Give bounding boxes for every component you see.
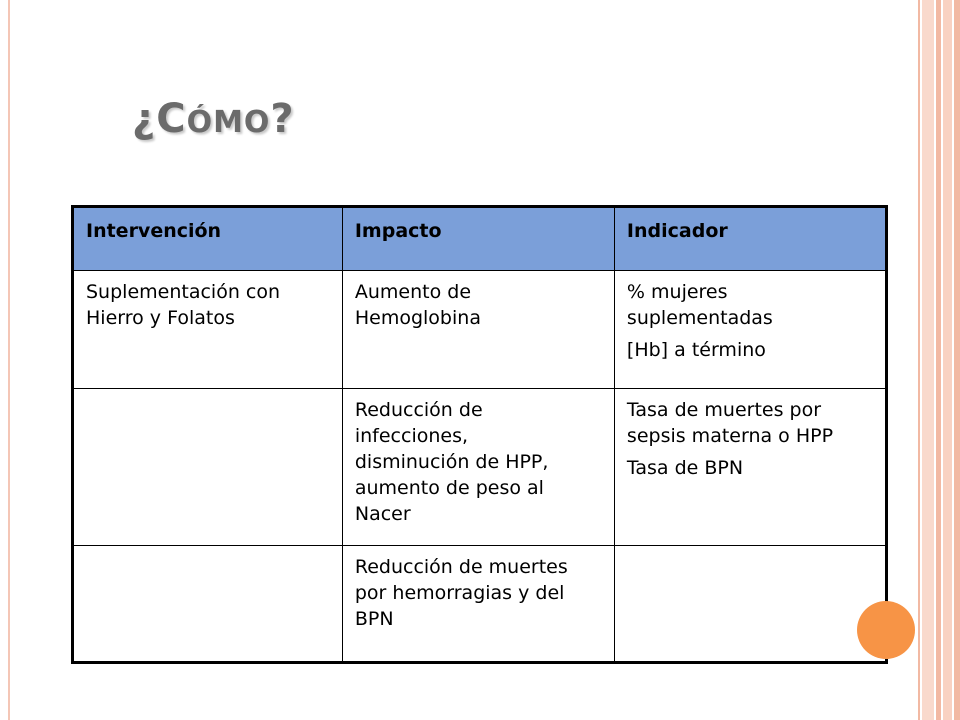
- cell-text: Reducción de muertes: [354, 556, 568, 578]
- left-border-rule: [8, 0, 10, 720]
- cell-text: por hemorragias y del: [354, 582, 565, 604]
- cell-indicador: [614, 389, 886, 546]
- right-decorative-stripes: [918, 0, 960, 720]
- orange-circle-decoration: [857, 601, 915, 659]
- table-row: [73, 546, 887, 663]
- header-indicador: Indicador: [614, 207, 886, 271]
- cell-text: disminución de HPP,: [354, 451, 549, 473]
- cell-text: BPN: [354, 608, 394, 630]
- title-suffix: ?: [270, 96, 295, 142]
- title-prefix: ¿C: [132, 96, 187, 142]
- header-impacto: Impacto: [342, 207, 614, 271]
- cell-impacto: [342, 389, 614, 546]
- cell-text: sepsis materna o HPP: [626, 425, 834, 447]
- cell-text: Tasa de BPN: [626, 457, 744, 479]
- cell-intervencion: [73, 546, 343, 663]
- cell-indicador: [614, 271, 886, 389]
- header-intervencion: Intervención: [73, 207, 343, 271]
- cell-text: [Hb] a término: [626, 339, 766, 361]
- cell-text: Hemoglobina: [354, 307, 481, 329]
- cell-text: aumento de peso al: [354, 477, 544, 499]
- cell-impacto: [342, 546, 614, 663]
- cell-indicador: [614, 546, 886, 663]
- title-rest: ÓMO: [186, 105, 271, 140]
- stripe: [954, 0, 960, 720]
- cell-text: infecciones,: [354, 425, 469, 447]
- cell-text: suplementadas: [626, 307, 773, 329]
- stripe: [918, 0, 920, 720]
- cell-text: Nacer: [354, 503, 411, 525]
- stripe: [943, 0, 952, 720]
- cell-text: Reducción de: [354, 399, 483, 421]
- cell-impacto: [342, 271, 614, 389]
- cell-text: Hierro y Folatos: [86, 307, 235, 329]
- cell-text: Tasa de muertes por: [626, 399, 822, 421]
- table-row: [73, 271, 887, 389]
- stripe: [936, 0, 941, 720]
- cell-text: Aumento de: [354, 281, 472, 303]
- stripe: [922, 0, 934, 720]
- table-row: [73, 389, 887, 546]
- cell-intervencion: [73, 389, 343, 546]
- cell-text: % mujeres: [626, 281, 728, 303]
- cell-text: Suplementación con: [86, 281, 281, 303]
- slide-title: [132, 96, 295, 142]
- table-header-row: [73, 207, 887, 271]
- cell-intervencion: [73, 271, 343, 389]
- intervention-table: [71, 205, 888, 664]
